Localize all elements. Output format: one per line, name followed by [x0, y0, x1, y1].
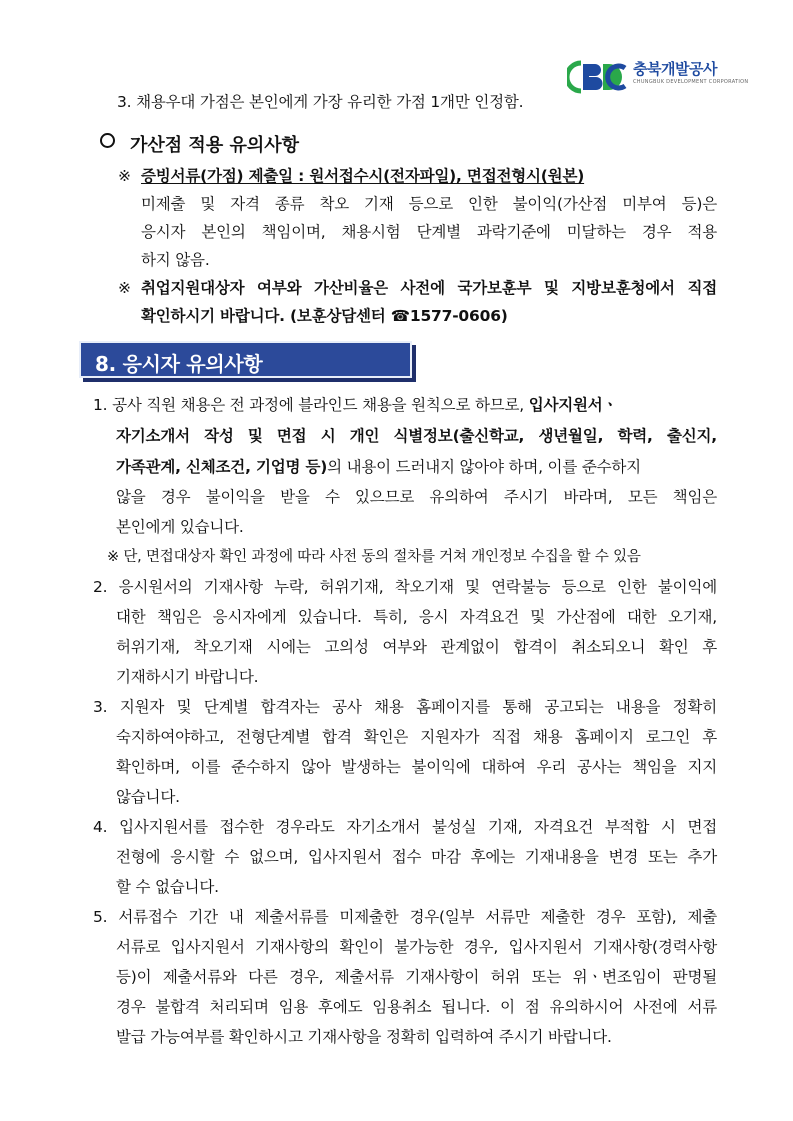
note-body-line: 미제출 및 자격 종류 착오 기재 등으로 인한 불이익(가산점 미부여 등)은	[141, 195, 717, 213]
item5-line: 경우 불합격 처리되며 임용 후에도 임용취소 됩니다. 이 점 유의하시어 사전에 서류	[116, 998, 717, 1016]
note-mark: ※	[118, 167, 131, 185]
veterans-note-line: 확인하시기 바랍니다. (보훈상담센터 ☎1577-0606)	[141, 307, 508, 325]
item1-text: 1. 공사 직원 채용은 전 과정에 블라인드 채용을 원칙으로 하므로,	[93, 396, 529, 414]
privacy-note: ※ 단, 면접대상자 확인 과정에 따라 사전 동의 절차를 거쳐 개인정보 수집을 할 수 있음	[107, 549, 641, 565]
logo-subtitle: CHUNGBUK DEVELOPMENT CORPORATION	[633, 79, 749, 85]
item3-line: 숙지하여야하고, 전형단계별 합격 확인은 지원자가 직접 채용 홈페이지 로그인 후	[116, 728, 717, 746]
note-mark: ※	[118, 279, 131, 297]
section-title: 8. 응시자 유의사항	[95, 352, 263, 376]
item1-bold: 가족관계, 신체조건, 기업명 등)	[116, 458, 328, 476]
evidence-submission-note: 증빙서류(가점) 제출일 : 원서접수시(전자파일), 면접전형시(원본)	[141, 167, 585, 185]
note-body-line: 응시자 본인의 책임이며, 채용시험 단계별 과락기준에 미달하는 경우 적용	[141, 223, 717, 241]
item1-line: 않을 경우 불이익을 받을 수 있으므로 유의하여 주시기 바라며, 모든 책임은	[116, 488, 717, 506]
item2-line: 기재하시기 바랍니다.	[116, 668, 259, 686]
note-body-line: 하지 않음.	[141, 251, 210, 269]
item1-bold: 입사지원서ㆍ	[528, 396, 618, 414]
item3-line: 3. 지원자 및 단계별 합격자는 공사 채용 홈페이지를 통해 공고되는 내용을 정확히	[93, 698, 717, 716]
item2-line: 2. 응시원서의 기재사항 누락, 허위기재, 착오기재 및 연락불능 등으로 인한 불이익에	[93, 578, 717, 596]
item1-line: 자기소개서 작성 및 면접 시 개인 식별정보(출신학교, 생년월일, 학력, 출신지,	[116, 427, 717, 445]
item3-line: 않습니다.	[116, 788, 180, 806]
item5-line: 발급 가능여부를 확인하시고 기재사항을 정확히 입력하여 주시기 바랍니다.	[116, 1028, 612, 1046]
item5-line: 5. 서류접수 기간 내 제출서류를 미제출한 경우(일부 서류만 제출한 경우 포함), 제출	[93, 908, 717, 926]
item5-line: 등)이 제출서류와 다른 경우, 제출서류 기재사항이 허위 또는 위ㆍ변조임이 판명될	[116, 968, 717, 986]
top-item-3: 3. 채용우대 가점은 본인에게 가장 유리한 가점 1개만 인정함.	[117, 93, 524, 111]
item1-line	[93, 395, 617, 415]
circle-bullet-icon	[100, 133, 115, 148]
item2-line: 허위기재, 착오기재 시에는 고의성 여부와 관계없이 합격이 취소되오니 확인 후	[116, 638, 717, 656]
veterans-note-line: 취업지원대상자 여부와 가산비율은 사전에 국가보훈부 및 지방보훈청에서 직접	[141, 279, 717, 297]
item1-line: 본인에게 있습니다.	[116, 518, 244, 536]
item3-line: 확인하며, 이를 준수하지 않아 발생하는 불이익에 대하여 우리 공사는 책임을 지지	[116, 758, 717, 776]
item5-line: 서류로 입사지원서 기재사항의 확인이 불가능한 경우, 입사지원서 기재사항(경력사항	[116, 938, 717, 956]
bonus-section-heading: 가산점 적용 유의사항	[130, 135, 300, 156]
item1-line	[116, 457, 641, 477]
logo-name: 충북개발공사	[633, 60, 717, 78]
item4-line: 할 수 없습니다.	[116, 878, 219, 896]
company-logo	[567, 56, 749, 96]
item2-line: 대한 책임은 응시자에게 있습니다. 특히, 응시 자격요건 및 가산점에 대한 오기재,	[116, 608, 717, 626]
item4-line: 4. 입사지원서를 접수한 경우라도 자기소개서 불성실 기재, 자격요건 부적합 시 면접	[93, 818, 717, 836]
section-banner	[79, 341, 412, 378]
cbdc-logo-mark	[567, 60, 627, 94]
item1-text: 의 내용이 드러내지 않아야 하며, 이를 준수하지	[327, 458, 641, 476]
item4-line: 전형에 응시할 수 없으며, 입사지원서 접수 마감 후에는 기재내용을 변경 또는 추가	[116, 848, 717, 866]
